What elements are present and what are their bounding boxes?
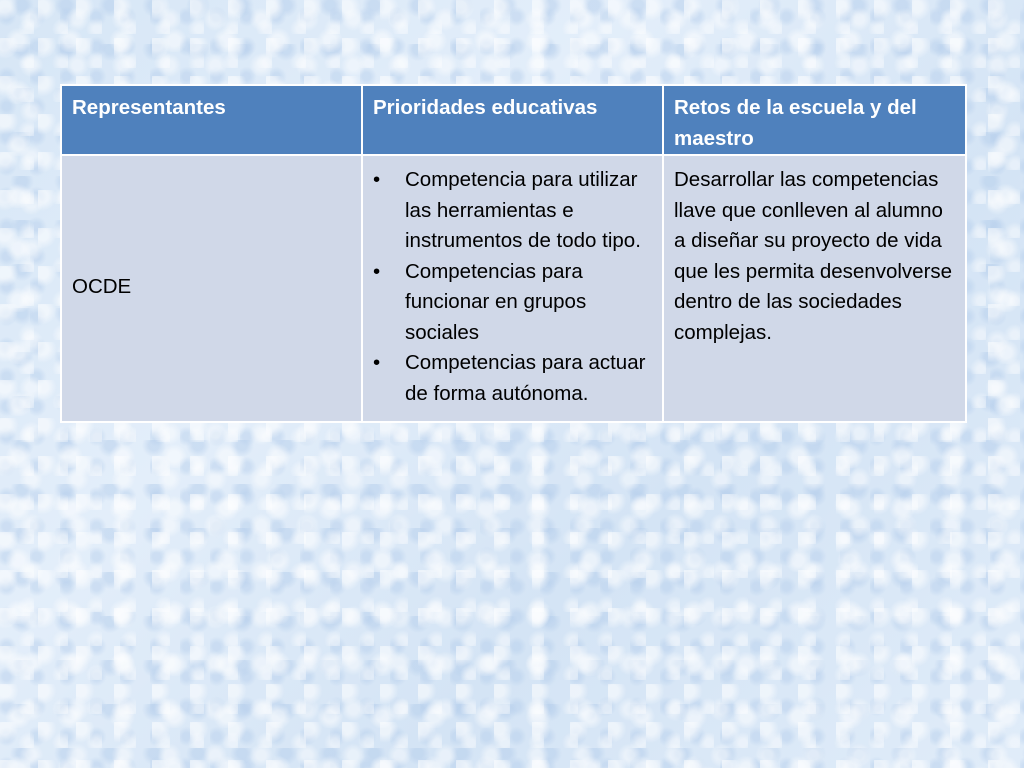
table-row xyxy=(61,155,966,422)
bullet-icon: • xyxy=(373,351,381,374)
table-header-row xyxy=(61,85,966,155)
list-item-text: Competencia para utilizar las herramientas e instrumentos de todo tipo. xyxy=(405,168,641,252)
list-item-text: Competencias para funcionar en grupos sociales xyxy=(405,259,587,344)
header-representantes: Representantes xyxy=(61,85,362,155)
cell-representante: OCDE xyxy=(61,155,362,422)
prioridades-list xyxy=(373,165,652,409)
list-item xyxy=(373,348,652,409)
header-retos: Retos de la escuela y del maestro xyxy=(663,85,966,155)
bullet-icon: • xyxy=(373,259,381,283)
list-item xyxy=(373,165,652,257)
list-item-text: Competencias para actuar de forma autónoma. xyxy=(405,351,646,405)
header-prioridades: Prioridades educativas xyxy=(362,85,663,155)
list-item xyxy=(373,257,652,349)
cell-prioridades xyxy=(362,155,663,422)
bullet-icon: • xyxy=(373,168,381,191)
cell-retos: Desarrollar las competencias llave que conlleven al alumno a diseñar su proyecto de vida que les permita desenvolverse dentro de las sociedades complejas. xyxy=(663,155,966,422)
comparison-table xyxy=(60,84,967,423)
